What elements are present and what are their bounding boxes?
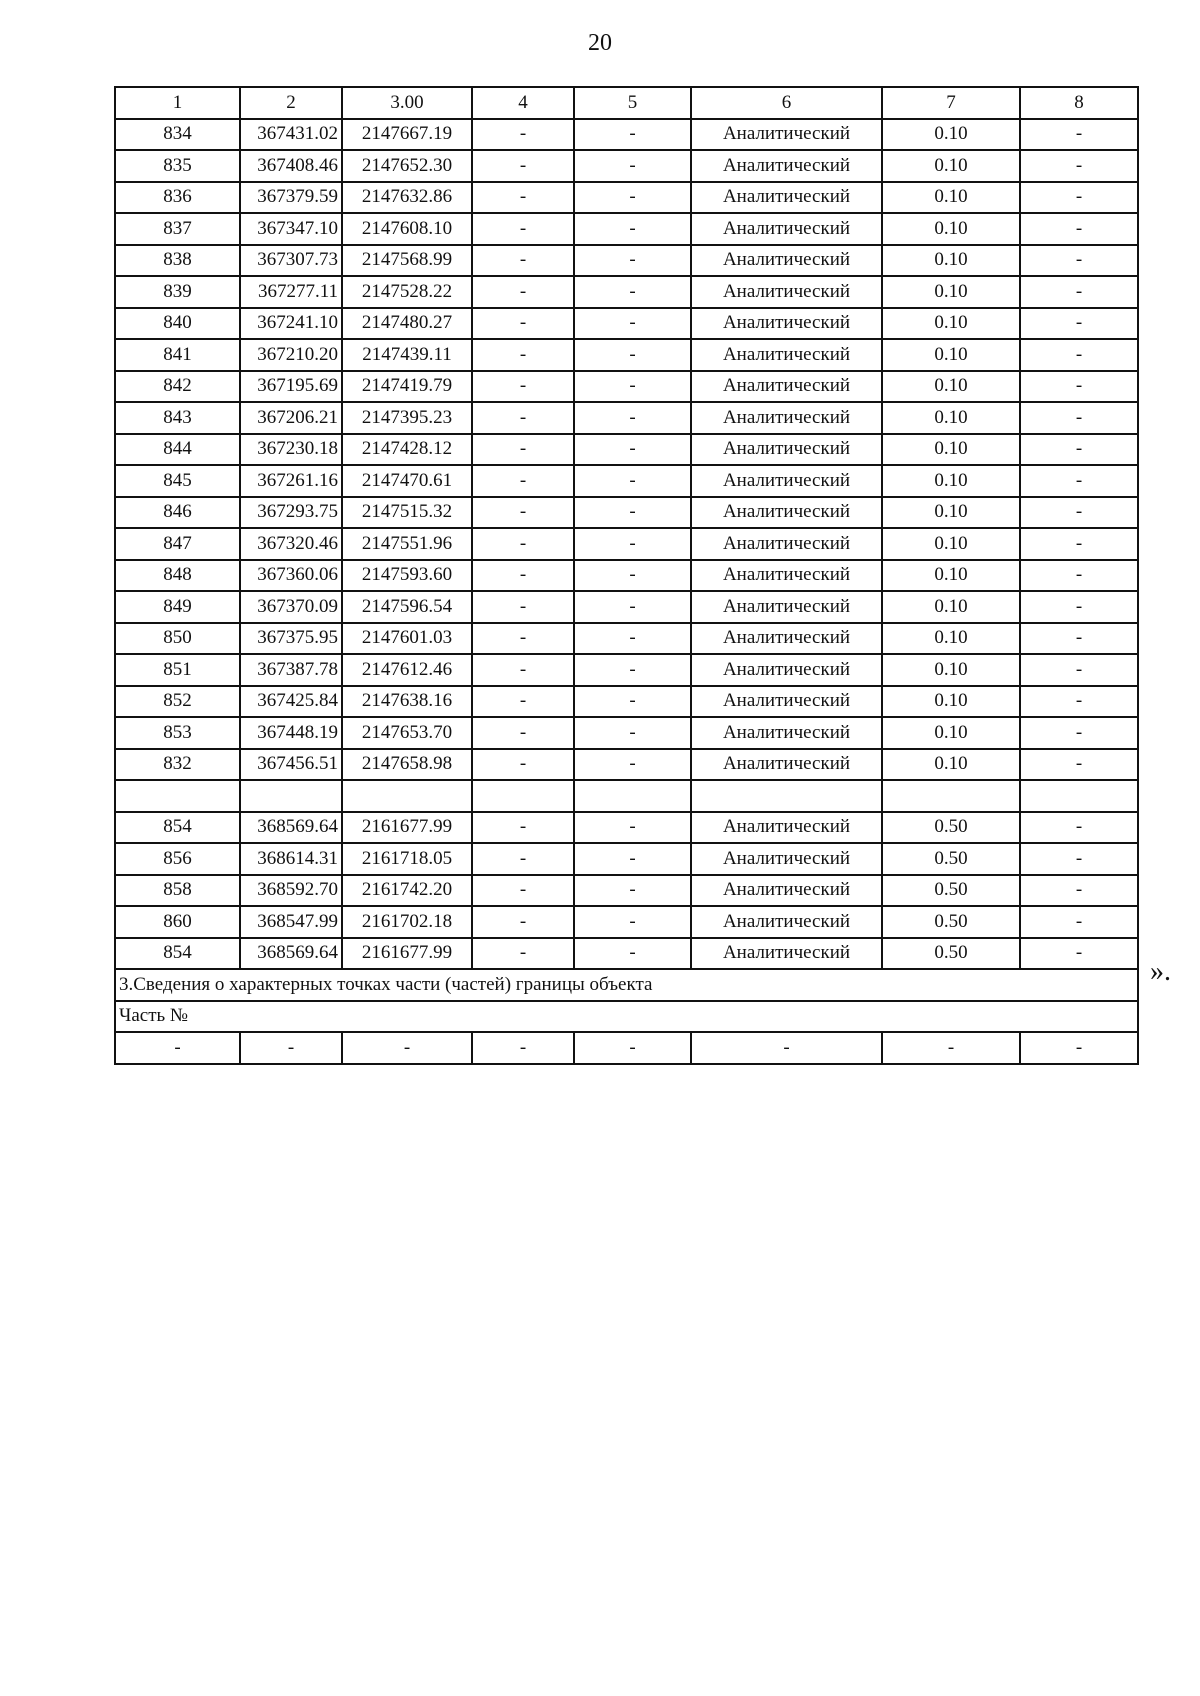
table-row bbox=[115, 276, 1138, 308]
table-cell: 847 bbox=[115, 528, 240, 560]
table-cell: - bbox=[472, 371, 574, 403]
table-cell: 367360.06 bbox=[240, 560, 342, 592]
table-cell: 838 bbox=[115, 245, 240, 277]
table-cell: - bbox=[472, 843, 574, 875]
table-cell: - bbox=[1020, 245, 1138, 277]
table-row bbox=[115, 654, 1138, 686]
table-cell: - bbox=[1020, 686, 1138, 718]
table-cell: 0.50 bbox=[882, 843, 1020, 875]
table-cell: - bbox=[472, 812, 574, 844]
table-cell: 2147608.10 bbox=[342, 213, 472, 245]
table-cell: Аналитический bbox=[691, 560, 882, 592]
table-cell: 0.10 bbox=[882, 308, 1020, 340]
table-cell: - bbox=[574, 308, 691, 340]
table-row bbox=[115, 150, 1138, 182]
table-cell: - bbox=[1020, 497, 1138, 529]
table-cell: 845 bbox=[115, 465, 240, 497]
table-row bbox=[115, 1032, 1138, 1064]
table-cell: 2147480.27 bbox=[342, 308, 472, 340]
table-cell: 367448.19 bbox=[240, 717, 342, 749]
table-cell: 368614.31 bbox=[240, 843, 342, 875]
table-cell: - bbox=[472, 402, 574, 434]
table-cell: - bbox=[1020, 591, 1138, 623]
table-cell: 0.10 bbox=[882, 434, 1020, 466]
table-cell: - bbox=[240, 1032, 342, 1064]
table-cell: - bbox=[472, 938, 574, 970]
table-cell: - bbox=[115, 1032, 240, 1064]
table-cell: Аналитический bbox=[691, 843, 882, 875]
table-cell: Аналитический bbox=[691, 276, 882, 308]
table-cell: - bbox=[1020, 717, 1138, 749]
table-cell: - bbox=[472, 1032, 574, 1064]
table-cell: 841 bbox=[115, 339, 240, 371]
table-cell: Аналитический bbox=[691, 182, 882, 214]
column-header: 4 bbox=[472, 87, 574, 119]
table-cell: - bbox=[1020, 371, 1138, 403]
table-cell: - bbox=[574, 591, 691, 623]
column-header: 8 bbox=[1020, 87, 1138, 119]
table-cell: 2147419.79 bbox=[342, 371, 472, 403]
table-cell: 0.10 bbox=[882, 717, 1020, 749]
table-cell: Аналитический bbox=[691, 717, 882, 749]
table-cell: 836 bbox=[115, 182, 240, 214]
table-cell: 368569.64 bbox=[240, 812, 342, 844]
table-cell: 2147632.86 bbox=[342, 182, 472, 214]
table-cell: 854 bbox=[115, 812, 240, 844]
table-cell: 367379.59 bbox=[240, 182, 342, 214]
table-cell: - bbox=[472, 497, 574, 529]
table-cell: - bbox=[1020, 308, 1138, 340]
table-cell: - bbox=[472, 308, 574, 340]
table-cell: 2147528.22 bbox=[342, 276, 472, 308]
table-cell: - bbox=[1020, 150, 1138, 182]
table-cell: 2161677.99 bbox=[342, 812, 472, 844]
table-cell: Аналитический bbox=[691, 371, 882, 403]
table-cell: - bbox=[574, 119, 691, 151]
table-cell: 2147601.03 bbox=[342, 623, 472, 655]
table-cell: - bbox=[472, 623, 574, 655]
table-cell: 2147428.12 bbox=[342, 434, 472, 466]
table-cell: - bbox=[574, 465, 691, 497]
table-cell: - bbox=[574, 875, 691, 907]
table-cell: 2161677.99 bbox=[342, 938, 472, 970]
table-cell: Аналитический bbox=[691, 119, 882, 151]
table-cell: 2147568.99 bbox=[342, 245, 472, 277]
table-cell: 368592.70 bbox=[240, 875, 342, 907]
table-cell: 0.10 bbox=[882, 497, 1020, 529]
table-cell: 2147596.54 bbox=[342, 591, 472, 623]
table-cell: 367370.09 bbox=[240, 591, 342, 623]
table-cell: 367456.51 bbox=[240, 749, 342, 781]
table-cell: 2147638.16 bbox=[342, 686, 472, 718]
table-cell: 0.50 bbox=[882, 812, 1020, 844]
column-header: 7 bbox=[882, 87, 1020, 119]
table-cell: Аналитический bbox=[691, 402, 882, 434]
table-cell: 0.10 bbox=[882, 749, 1020, 781]
table-cell: 0.10 bbox=[882, 654, 1020, 686]
table-cell: Аналитический bbox=[691, 749, 882, 781]
table-cell: - bbox=[472, 875, 574, 907]
table-cell: - bbox=[574, 276, 691, 308]
table-cell: 2161742.20 bbox=[342, 875, 472, 907]
table-cell: 2147551.96 bbox=[342, 528, 472, 560]
table-cell: 367206.21 bbox=[240, 402, 342, 434]
section-title-row bbox=[115, 969, 1138, 1001]
table-cell: 0.10 bbox=[882, 339, 1020, 371]
table-cell: Аналитический bbox=[691, 686, 882, 718]
table-cell: - bbox=[472, 150, 574, 182]
table-cell: - bbox=[1020, 402, 1138, 434]
table-cell: Аналитический bbox=[691, 497, 882, 529]
table-cell: - bbox=[574, 717, 691, 749]
column-header: 1 bbox=[115, 87, 240, 119]
column-header: 2 bbox=[240, 87, 342, 119]
table-row bbox=[115, 906, 1138, 938]
table-cell: 0.10 bbox=[882, 528, 1020, 560]
column-header: 3.00 bbox=[342, 87, 472, 119]
empty-separator-row bbox=[115, 780, 1138, 812]
table-cell: - bbox=[574, 150, 691, 182]
table-cell: 367293.75 bbox=[240, 497, 342, 529]
table-cell: - bbox=[1020, 1032, 1138, 1064]
table-row bbox=[115, 465, 1138, 497]
table-cell: Аналитический bbox=[691, 150, 882, 182]
table-cell: - bbox=[574, 654, 691, 686]
table-row bbox=[115, 591, 1138, 623]
table-cell: 2161702.18 bbox=[342, 906, 472, 938]
table-cell: 0.10 bbox=[882, 119, 1020, 151]
table-cell: - bbox=[1020, 276, 1138, 308]
table-row bbox=[115, 938, 1138, 970]
table-cell: - bbox=[574, 434, 691, 466]
table-cell: 2147653.70 bbox=[342, 717, 472, 749]
table-cell: - bbox=[1020, 339, 1138, 371]
table-cell: 837 bbox=[115, 213, 240, 245]
table-cell: Аналитический bbox=[691, 654, 882, 686]
table-cell: 846 bbox=[115, 497, 240, 529]
table-cell: 367408.46 bbox=[240, 150, 342, 182]
closing-quote: ». bbox=[1150, 956, 1171, 987]
table-cell: Аналитический bbox=[691, 938, 882, 970]
table-cell: 367431.02 bbox=[240, 119, 342, 151]
table-row bbox=[115, 371, 1138, 403]
table-cell: - bbox=[1020, 843, 1138, 875]
table-cell: - bbox=[574, 906, 691, 938]
table-cell: 0.10 bbox=[882, 213, 1020, 245]
table-cell: 0.10 bbox=[882, 465, 1020, 497]
table-row bbox=[115, 213, 1138, 245]
section-title: 3.Сведения о характерных точках части (частей) границы объекта bbox=[115, 969, 1138, 1001]
empty-cell bbox=[240, 780, 342, 812]
coordinates-table bbox=[114, 86, 1139, 1065]
table-cell: 856 bbox=[115, 843, 240, 875]
table-cell: - bbox=[1020, 623, 1138, 655]
table-cell: 849 bbox=[115, 591, 240, 623]
table-cell: - bbox=[574, 749, 691, 781]
table-row bbox=[115, 182, 1138, 214]
table-cell: 2147667.19 bbox=[342, 119, 472, 151]
table-cell: 0.10 bbox=[882, 560, 1020, 592]
table-cell: 842 bbox=[115, 371, 240, 403]
table-cell: 0.50 bbox=[882, 875, 1020, 907]
table-cell: 0.10 bbox=[882, 623, 1020, 655]
table-row bbox=[115, 812, 1138, 844]
table-cell: 367347.10 bbox=[240, 213, 342, 245]
table-row bbox=[115, 528, 1138, 560]
table-cell: 850 bbox=[115, 623, 240, 655]
table-cell: 0.10 bbox=[882, 591, 1020, 623]
table-cell: - bbox=[574, 938, 691, 970]
table-cell: - bbox=[1020, 465, 1138, 497]
table-row bbox=[115, 119, 1138, 151]
table-cell: 853 bbox=[115, 717, 240, 749]
table-cell: - bbox=[472, 245, 574, 277]
table-row bbox=[115, 717, 1138, 749]
empty-cell bbox=[115, 780, 240, 812]
table-cell: Аналитический bbox=[691, 591, 882, 623]
column-header: 5 bbox=[574, 87, 691, 119]
table-cell: - bbox=[1020, 182, 1138, 214]
table-cell: 367210.20 bbox=[240, 339, 342, 371]
table-cell: 0.50 bbox=[882, 906, 1020, 938]
table-cell: 367375.95 bbox=[240, 623, 342, 655]
table-cell: - bbox=[1020, 434, 1138, 466]
empty-cell bbox=[1020, 780, 1138, 812]
table-cell: - bbox=[574, 560, 691, 592]
table-cell: Аналитический bbox=[691, 434, 882, 466]
table-cell: 367261.16 bbox=[240, 465, 342, 497]
table-cell: Аналитический bbox=[691, 906, 882, 938]
table-cell: - bbox=[472, 339, 574, 371]
table-cell: 0.10 bbox=[882, 276, 1020, 308]
table-cell: - bbox=[574, 623, 691, 655]
table-cell: - bbox=[472, 119, 574, 151]
table-cell: 851 bbox=[115, 654, 240, 686]
part-label: Часть № bbox=[115, 1001, 1138, 1033]
table-row bbox=[115, 308, 1138, 340]
table-cell: 367307.73 bbox=[240, 245, 342, 277]
table-cell: 2147395.23 bbox=[342, 402, 472, 434]
table-cell: Аналитический bbox=[691, 308, 882, 340]
table-cell: Аналитический bbox=[691, 339, 882, 371]
table-cell: - bbox=[472, 686, 574, 718]
table-cell: 2147652.30 bbox=[342, 150, 472, 182]
table-cell: 0.10 bbox=[882, 245, 1020, 277]
table-cell: - bbox=[472, 276, 574, 308]
table-cell: 835 bbox=[115, 150, 240, 182]
table-row bbox=[115, 875, 1138, 907]
table-cell: - bbox=[574, 182, 691, 214]
table-cell: - bbox=[1020, 906, 1138, 938]
table-cell: - bbox=[472, 213, 574, 245]
empty-cell bbox=[574, 780, 691, 812]
table-body bbox=[115, 119, 1138, 1064]
table-cell: 848 bbox=[115, 560, 240, 592]
table-cell: Аналитический bbox=[691, 812, 882, 844]
table-cell: - bbox=[574, 528, 691, 560]
table-cell: - bbox=[574, 371, 691, 403]
table-cell: 854 bbox=[115, 938, 240, 970]
table-cell: - bbox=[574, 1032, 691, 1064]
table-cell: - bbox=[472, 717, 574, 749]
table-cell: - bbox=[574, 497, 691, 529]
table-cell: 843 bbox=[115, 402, 240, 434]
table-cell: 0.10 bbox=[882, 371, 1020, 403]
table-cell: - bbox=[1020, 749, 1138, 781]
table-cell: Аналитический bbox=[691, 213, 882, 245]
table-row bbox=[115, 434, 1138, 466]
table-cell: 368547.99 bbox=[240, 906, 342, 938]
table-cell: - bbox=[1020, 875, 1138, 907]
table-cell: - bbox=[1020, 654, 1138, 686]
table-row bbox=[115, 245, 1138, 277]
table-cell: 839 bbox=[115, 276, 240, 308]
table-row bbox=[115, 497, 1138, 529]
table-cell: Аналитический bbox=[691, 245, 882, 277]
table-cell: 2147470.61 bbox=[342, 465, 472, 497]
table-cell: Аналитический bbox=[691, 875, 882, 907]
table-cell: - bbox=[472, 560, 574, 592]
table-row bbox=[115, 560, 1138, 592]
table-cell: - bbox=[472, 749, 574, 781]
table-cell: - bbox=[574, 812, 691, 844]
table-cell: 2147515.32 bbox=[342, 497, 472, 529]
table-row bbox=[115, 623, 1138, 655]
table-cell: - bbox=[574, 213, 691, 245]
table-cell: - bbox=[472, 528, 574, 560]
table-cell: 834 bbox=[115, 119, 240, 151]
table-row bbox=[115, 402, 1138, 434]
table-cell: - bbox=[472, 906, 574, 938]
table-cell: 2147612.46 bbox=[342, 654, 472, 686]
table-cell: - bbox=[882, 1032, 1020, 1064]
table-cell: - bbox=[574, 843, 691, 875]
table-cell: - bbox=[472, 654, 574, 686]
table-cell: - bbox=[472, 465, 574, 497]
table-cell: - bbox=[574, 402, 691, 434]
table-cell: 367387.78 bbox=[240, 654, 342, 686]
table-cell: 2161718.05 bbox=[342, 843, 472, 875]
table-cell: 0.10 bbox=[882, 150, 1020, 182]
table-cell: 0.10 bbox=[882, 686, 1020, 718]
table-cell: 840 bbox=[115, 308, 240, 340]
empty-cell bbox=[691, 780, 882, 812]
table-cell: Аналитический bbox=[691, 465, 882, 497]
part-label-row bbox=[115, 1001, 1138, 1033]
table-cell: - bbox=[342, 1032, 472, 1064]
table-cell: - bbox=[574, 686, 691, 718]
table-cell: - bbox=[1020, 812, 1138, 844]
empty-cell bbox=[342, 780, 472, 812]
empty-cell bbox=[882, 780, 1020, 812]
table-cell: 852 bbox=[115, 686, 240, 718]
table-cell: 2147593.60 bbox=[342, 560, 472, 592]
table-header-row bbox=[115, 87, 1138, 119]
table-cell: 367425.84 bbox=[240, 686, 342, 718]
table-cell: 844 bbox=[115, 434, 240, 466]
table-cell: - bbox=[1020, 528, 1138, 560]
table-cell: 2147439.11 bbox=[342, 339, 472, 371]
table-cell: - bbox=[691, 1032, 882, 1064]
table-cell: - bbox=[472, 182, 574, 214]
table-row bbox=[115, 339, 1138, 371]
table-cell: 368569.64 bbox=[240, 938, 342, 970]
column-header: 6 bbox=[691, 87, 882, 119]
table-cell: Аналитический bbox=[691, 623, 882, 655]
table-cell: - bbox=[1020, 213, 1138, 245]
table-row bbox=[115, 749, 1138, 781]
table-cell: 832 bbox=[115, 749, 240, 781]
table-cell: 367277.11 bbox=[240, 276, 342, 308]
table-cell: 367195.69 bbox=[240, 371, 342, 403]
table-cell: - bbox=[1020, 938, 1138, 970]
table-cell: - bbox=[1020, 560, 1138, 592]
table-cell: - bbox=[574, 339, 691, 371]
table-cell: - bbox=[472, 434, 574, 466]
page-number: 20 bbox=[588, 30, 612, 56]
table-cell: 367241.10 bbox=[240, 308, 342, 340]
table-cell: 2147658.98 bbox=[342, 749, 472, 781]
table-cell: 0.50 bbox=[882, 938, 1020, 970]
table-cell: - bbox=[1020, 119, 1138, 151]
table-cell: - bbox=[574, 245, 691, 277]
empty-cell bbox=[472, 780, 574, 812]
table-cell: 0.10 bbox=[882, 402, 1020, 434]
table-cell: - bbox=[472, 591, 574, 623]
table-cell: 367320.46 bbox=[240, 528, 342, 560]
table-cell: 858 bbox=[115, 875, 240, 907]
table-row bbox=[115, 843, 1138, 875]
table-cell: 367230.18 bbox=[240, 434, 342, 466]
table-cell: 0.10 bbox=[882, 182, 1020, 214]
table-cell: 860 bbox=[115, 906, 240, 938]
table-cell: Аналитический bbox=[691, 528, 882, 560]
table-row bbox=[115, 686, 1138, 718]
